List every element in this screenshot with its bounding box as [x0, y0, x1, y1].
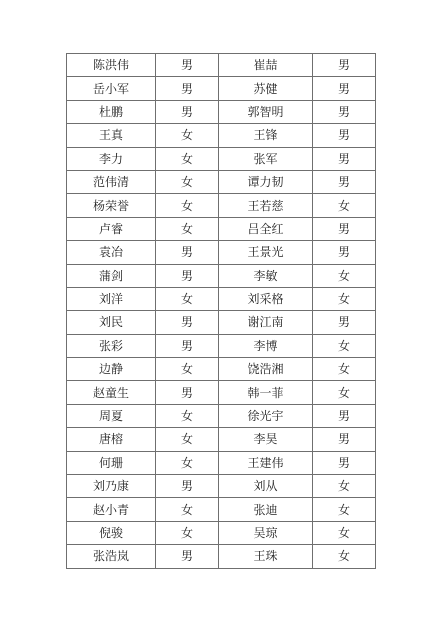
gender-cell-right: 男: [313, 124, 376, 147]
gender-cell-right: 女: [313, 194, 376, 217]
gender-cell-left: 男: [156, 54, 219, 77]
name-cell-left: 刘乃康: [67, 475, 156, 498]
gender-cell-left: 男: [156, 100, 219, 123]
name-cell-left: 刘洋: [67, 287, 156, 310]
name-cell-right: 吴琼: [219, 521, 313, 544]
name-cell-left: 卢睿: [67, 217, 156, 240]
gender-cell-right: 男: [313, 170, 376, 193]
table-row: [67, 194, 376, 217]
gender-cell-left: 男: [156, 334, 219, 357]
gender-cell-left: 男: [156, 381, 219, 404]
gender-cell-right: 男: [313, 147, 376, 170]
name-cell-left: 周夏: [67, 404, 156, 427]
table-row: [67, 404, 376, 427]
name-cell-left: 赵小青: [67, 498, 156, 521]
name-cell-right: 李昊: [219, 428, 313, 451]
name-cell-left: 倪骏: [67, 521, 156, 544]
name-cell-left: 杜鹏: [67, 100, 156, 123]
name-cell-right: 王珠: [219, 545, 313, 568]
table-body: [67, 54, 376, 569]
name-gender-table: [66, 53, 376, 569]
gender-cell-right: 男: [313, 404, 376, 427]
gender-cell-left: 男: [156, 264, 219, 287]
name-cell-left: 杨荣誉: [67, 194, 156, 217]
table-row: [67, 545, 376, 568]
gender-cell-left: 女: [156, 428, 219, 451]
gender-cell-right: 男: [313, 100, 376, 123]
name-cell-left: 岳小军: [67, 77, 156, 100]
gender-cell-right: 女: [313, 287, 376, 310]
gender-cell-left: 女: [156, 358, 219, 381]
name-cell-left: 唐榕: [67, 428, 156, 451]
gender-cell-left: 女: [156, 287, 219, 310]
name-cell-left: 刘民: [67, 311, 156, 334]
table-row: [67, 124, 376, 147]
gender-cell-left: 女: [156, 498, 219, 521]
table-row: [67, 77, 376, 100]
table-row: [67, 498, 376, 521]
name-cell-right: 苏健: [219, 77, 313, 100]
gender-cell-left: 女: [156, 194, 219, 217]
gender-cell-left: 男: [156, 475, 219, 498]
name-cell-left: 赵童生: [67, 381, 156, 404]
gender-cell-right: 男: [313, 54, 376, 77]
name-cell-right: 张军: [219, 147, 313, 170]
table-row: [67, 100, 376, 123]
name-cell-left: 范伟清: [67, 170, 156, 193]
gender-cell-right: 男: [313, 217, 376, 240]
gender-cell-left: 男: [156, 311, 219, 334]
name-cell-right: 王景光: [219, 241, 313, 264]
gender-cell-right: 女: [313, 264, 376, 287]
name-cell-right: 李博: [219, 334, 313, 357]
gender-cell-right: 男: [313, 311, 376, 334]
gender-cell-left: 男: [156, 77, 219, 100]
name-cell-left: 何珊: [67, 451, 156, 474]
gender-cell-left: 女: [156, 521, 219, 544]
table-row: [67, 475, 376, 498]
table-row: [67, 451, 376, 474]
name-cell-left: 张彩: [67, 334, 156, 357]
gender-cell-right: 男: [313, 428, 376, 451]
name-cell-right: 张迪: [219, 498, 313, 521]
gender-cell-left: 女: [156, 170, 219, 193]
table-row: [67, 311, 376, 334]
name-cell-right: 徐光宇: [219, 404, 313, 427]
name-cell-right: 韩一菲: [219, 381, 313, 404]
table-row: [67, 170, 376, 193]
name-cell-right: 谢江南: [219, 311, 313, 334]
gender-cell-right: 男: [313, 451, 376, 474]
gender-cell-right: 男: [313, 241, 376, 264]
name-cell-left: 蒲剑: [67, 264, 156, 287]
gender-cell-left: 男: [156, 241, 219, 264]
name-cell-right: 刘从: [219, 475, 313, 498]
gender-cell-right: 女: [313, 381, 376, 404]
gender-cell-right: 女: [313, 545, 376, 568]
name-cell-left: 边静: [67, 358, 156, 381]
name-cell-right: 饶浩湘: [219, 358, 313, 381]
table-row: [67, 358, 376, 381]
table-row: [67, 521, 376, 544]
gender-cell-right: 男: [313, 77, 376, 100]
table-row: [67, 287, 376, 310]
gender-cell-right: 女: [313, 521, 376, 544]
name-cell-left: 李力: [67, 147, 156, 170]
table-row: [67, 264, 376, 287]
name-cell-left: 陈洪伟: [67, 54, 156, 77]
name-cell-right: 王若慈: [219, 194, 313, 217]
table-row: [67, 217, 376, 240]
name-cell-right: 吕全红: [219, 217, 313, 240]
name-cell-right: 刘采格: [219, 287, 313, 310]
name-cell-left: 张浩岚: [67, 545, 156, 568]
name-cell-right: 李敏: [219, 264, 313, 287]
name-cell-right: 崔喆: [219, 54, 313, 77]
table-row: [67, 241, 376, 264]
table-row: [67, 428, 376, 451]
name-cell-right: 谭力韧: [219, 170, 313, 193]
gender-cell-left: 女: [156, 124, 219, 147]
table-row: [67, 381, 376, 404]
name-cell-left: 袁冶: [67, 241, 156, 264]
table-row: [67, 147, 376, 170]
name-cell-right: 郭智明: [219, 100, 313, 123]
gender-cell-left: 女: [156, 147, 219, 170]
gender-cell-left: 女: [156, 451, 219, 474]
gender-cell-left: 女: [156, 217, 219, 240]
gender-cell-right: 女: [313, 334, 376, 357]
table-row: [67, 334, 376, 357]
gender-cell-right: 女: [313, 498, 376, 521]
gender-cell-left: 女: [156, 404, 219, 427]
table-row: [67, 54, 376, 77]
gender-cell-left: 男: [156, 545, 219, 568]
gender-cell-right: 女: [313, 475, 376, 498]
name-cell-right: 王锋: [219, 124, 313, 147]
name-cell-right: 王建伟: [219, 451, 313, 474]
name-cell-left: 王真: [67, 124, 156, 147]
gender-cell-right: 女: [313, 358, 376, 381]
